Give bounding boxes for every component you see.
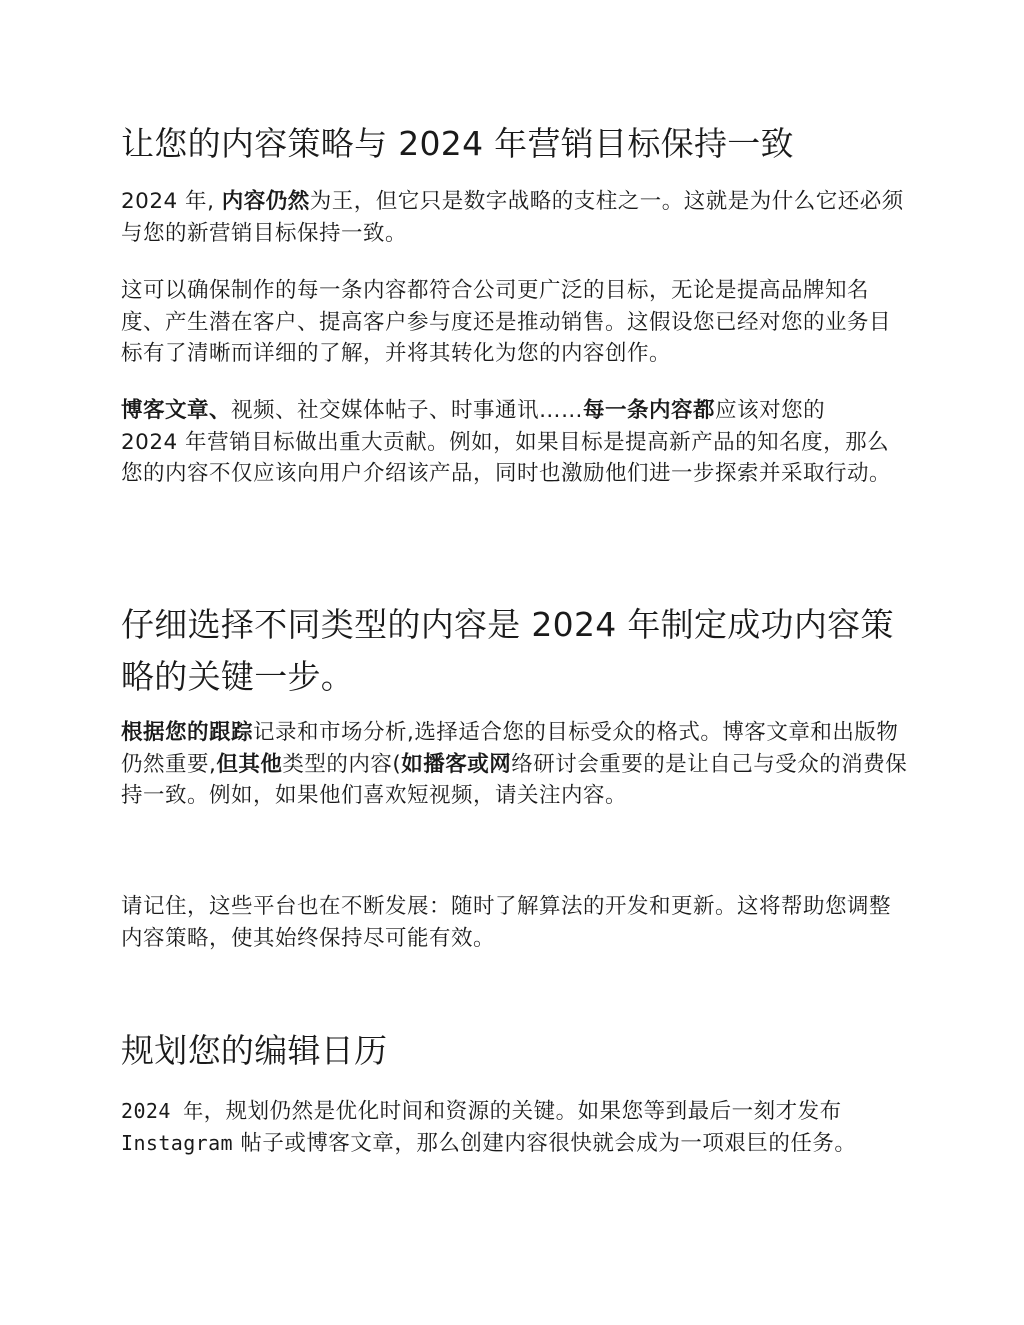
bold-text: 每一条内容都 — [583, 398, 716, 423]
bold-text: 博客文章 — [121, 398, 210, 423]
section-1-paragraph-3 — [121, 395, 911, 490]
inline-text: 视频、社交媒体帖子、时事通讯 — [231, 398, 540, 423]
section-3-heading: 规划您的编辑日历 — [121, 1031, 388, 1070]
inline-text: 营销目标做出重大贡献。例如，如果目标是提高新产品的知名度，那么您的内容不仅应该向用户介绍该产品，同时也激励他们进一步探索并采取行动。 — [121, 429, 892, 486]
section-1-paragraph-2: 这可以确保制作的每一条内容都符合公司更广泛的目标，无论是提高品牌知名度、产生潜在客户、提高客户参与度还是推动销售。这假设您已经对您的业务目标有了清晰而详细的了解，并将其转化为您的内容创作。 — [121, 278, 892, 366]
inline-text: 2024 年 — [121, 1099, 204, 1123]
inline-text: 2024 年 — [121, 429, 208, 455]
bold-text: 如播客或网 — [401, 751, 512, 777]
section-3-paragraph-1 — [121, 1096, 911, 1159]
inline-text: 应该对您的 — [715, 398, 826, 423]
inline-text: 络研讨会重要的是让自己与受众的消费保持一致。例如，如果他们喜欢短视频，请关注内容。 — [121, 751, 908, 808]
inline-text: …… — [539, 398, 584, 423]
section-1-paragraph-1 — [121, 186, 911, 249]
inline-text: 帖子或博客文章，那么创建内容很快就会成为一项艰巨的任务。 — [232, 1130, 857, 1156]
inline-text: 为王，但它只是数字战略的支柱之一。这就是为什么它还必须与您的新营销目标保持一致。 — [121, 189, 904, 246]
bold-text: 内容仍然 — [221, 189, 310, 214]
section-2-paragraph-2: 请记住，这些平台也在不断发展：随时了解算法的开发和更新。这将帮助您调整内容策略，使其始终保持尽可能有效。 — [121, 894, 892, 951]
inline-text: , — [207, 189, 222, 214]
bold-text: 、 — [209, 398, 232, 423]
inline-text: 2024 年 — [121, 189, 208, 214]
inline-text: 类型的内容( — [282, 751, 402, 777]
inline-text: ，规划仍然是优化时间和资源的关键。如果您等到最后一刻才发布 — [203, 1099, 842, 1124]
inline-text: 记录和市场分析,选择适合您的目标受众的格式。博客文章和出版物仍然重要, — [121, 720, 899, 777]
bold-text: 根据您的跟踪 — [121, 720, 254, 745]
section-2-paragraph-1 — [121, 717, 911, 812]
inline-text: Instagram — [121, 1130, 233, 1155]
section-1-heading: 让您的内容策略与 2024 年营销目标保持一致 — [121, 124, 794, 163]
bold-text: 但其他 — [216, 751, 283, 777]
section-2-heading: 仔细选择不同类型的内容是 2024 年制定成功内容策略的关键一步。 — [121, 605, 894, 696]
